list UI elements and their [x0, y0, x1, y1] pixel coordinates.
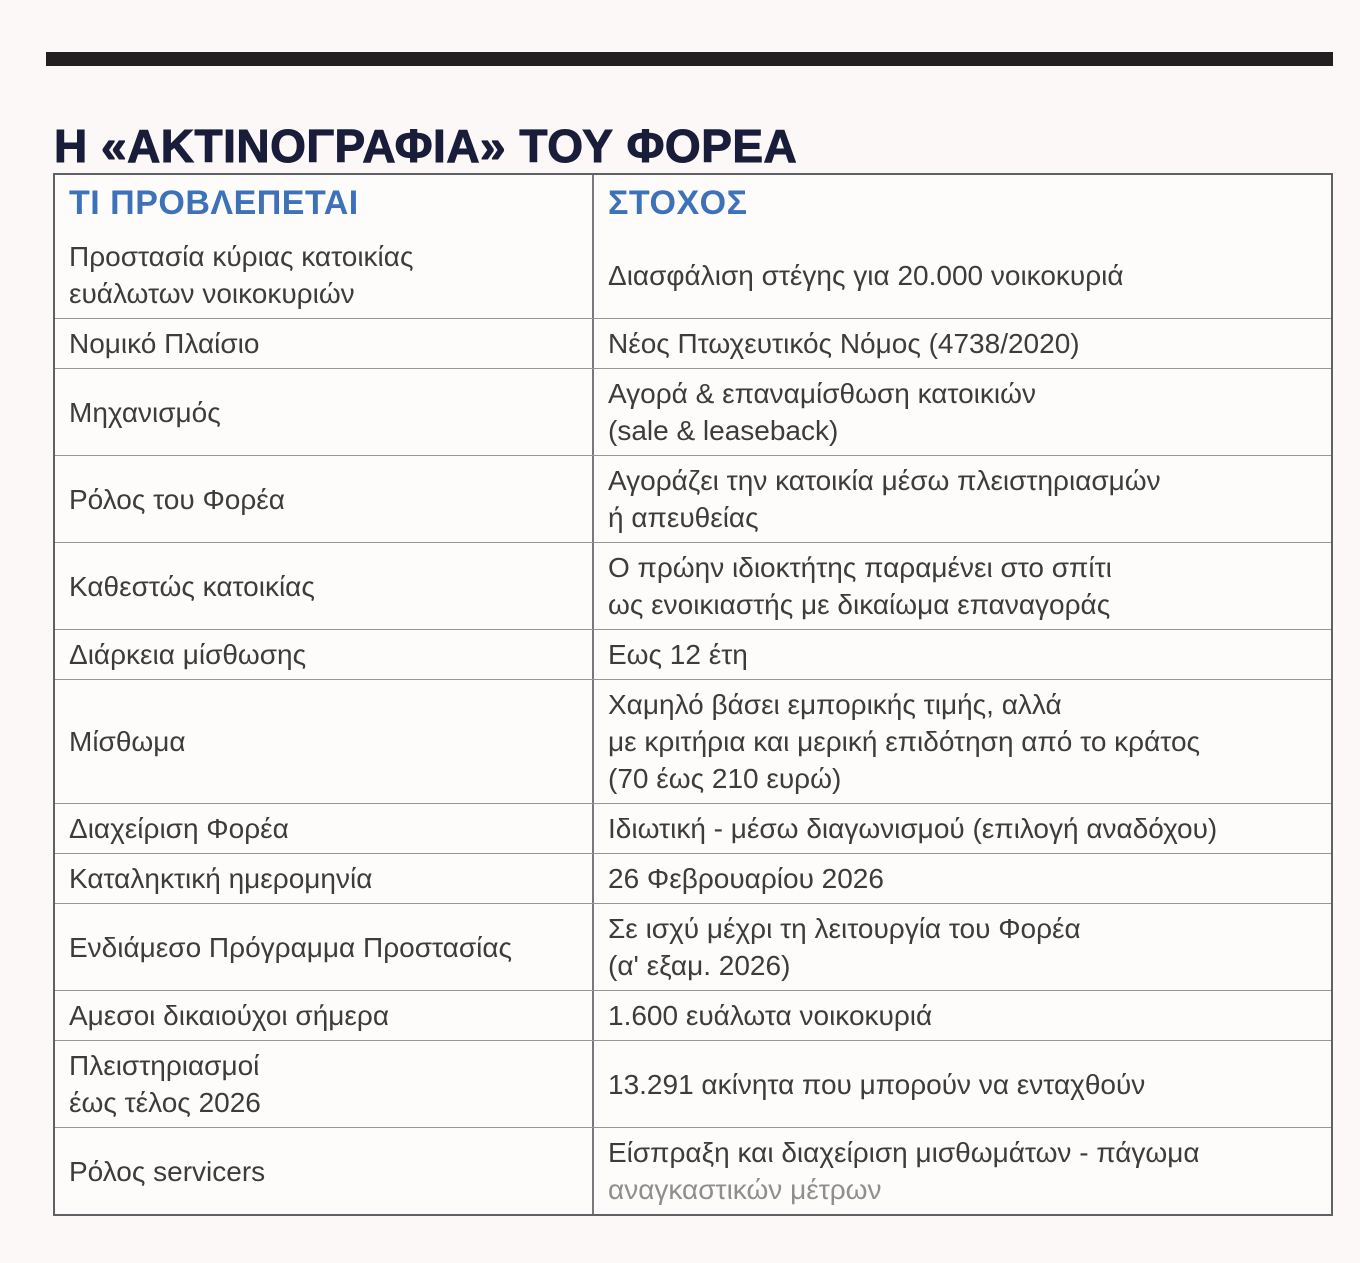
row-label-line: Προστασία κύριας κατοικίας: [69, 241, 414, 272]
row-label-cell: [55, 904, 594, 990]
table-row: [55, 1040, 1331, 1127]
row-value-cell: [594, 456, 1331, 542]
row-label-line: Ενδιάμεσο Πρόγραμμα Προστασίας: [69, 931, 513, 963]
table-header-row: [55, 175, 1331, 232]
row-label-cell: [55, 543, 594, 629]
row-value-cell: [594, 904, 1331, 990]
row-label-cell: [55, 369, 594, 455]
row-value-line: Εως 12 έτη: [608, 639, 748, 670]
row-value-cell: [594, 630, 1331, 679]
row-value-line: 26 Φεβρουαρίου 2026: [608, 863, 884, 894]
row-label-cell: [55, 1128, 594, 1214]
row-label-line: Μίσθωμα: [69, 726, 186, 757]
row-value-line: Είσπραξη και διαχείριση μισθωμάτων - πάγωμα: [608, 1137, 1200, 1168]
row-label-cell: [55, 630, 594, 679]
row-value-line: Σε ισχύ μέχρι τη λειτουργία του Φορέα: [608, 913, 1081, 944]
row-label-cell: [55, 232, 594, 318]
row-value-line: Διασφάλιση στέγης για 20.000 νοικοκυριά: [608, 259, 1124, 291]
table-row: [55, 455, 1331, 542]
table-row: [55, 629, 1331, 679]
row-value-line: Νέος Πτωχευτικός Νόμος (4738/2020): [608, 328, 1080, 359]
row-value-line: 13.291 ακίνητα που μπορούν να ενταχθούν: [608, 1068, 1146, 1100]
row-value-line: Αγορά & επαναμίσθωση κατοικιών: [608, 378, 1036, 409]
row-label-line: Μηχανισμός: [69, 396, 221, 428]
table-header-goal-label: ΣΤΟΧΟΣ: [608, 184, 748, 222]
row-value-cell: [594, 854, 1331, 903]
table-row: [55, 853, 1331, 903]
row-label-line: Διαχείριση Φορέα: [69, 813, 289, 844]
table-row: [55, 990, 1331, 1040]
table-header-what-label: ΤΙ ΠΡΟΒΛΕΠΕΤΑΙ: [69, 184, 359, 222]
row-label-line: έως τέλος 2026: [69, 1087, 261, 1118]
row-value-cell: [594, 369, 1331, 455]
row-label-line: Καταληκτική ημερομηνία: [69, 863, 373, 894]
row-label-cell: [55, 991, 594, 1040]
row-value-cell: [594, 1041, 1331, 1127]
table-row: [55, 903, 1331, 990]
row-value-cell: [594, 680, 1331, 803]
row-value-cell: [594, 232, 1331, 318]
table-row: [55, 679, 1331, 803]
row-value-line: με κριτήρια και μερική επιδότηση από το κράτος: [608, 726, 1201, 757]
row-value-line: ή απευθείας: [608, 502, 759, 533]
row-label-cell: [55, 319, 594, 368]
table-header-what: [55, 175, 594, 232]
row-value-line: Αγοράζει την κατοικία μέσω πλειστηριασμών: [608, 465, 1161, 496]
table-body: [55, 232, 1331, 1214]
row-value-cell: [594, 804, 1331, 853]
row-value-line: αναγκαστικών μέτρων: [608, 1174, 882, 1205]
row-label-line: Διάρκεια μίσθωσης: [69, 639, 307, 670]
row-label-cell: [55, 804, 594, 853]
row-label-cell: [55, 854, 594, 903]
top-rule-bar: [46, 52, 1333, 66]
row-value-line: Ιδιωτική - μέσω διαγωνισμού (επιλογή αναδόχου): [608, 813, 1218, 844]
row-value-line: (70 έως 210 ευρώ): [608, 763, 842, 794]
table-header-goal: [594, 175, 1331, 232]
row-value-line: ως ενοικιαστής με δικαίωμα επαναγοράς: [608, 589, 1111, 620]
row-label-line: Ρόλος του Φορέα: [69, 483, 285, 515]
row-value-line: 1.600 ευάλωτα νοικοκυριά: [608, 1000, 933, 1031]
row-label-line: Πλειστηριασμοί: [69, 1050, 260, 1081]
row-value-line: Χαμηλό βάσει εμπορικής τιμής, αλλά: [608, 689, 1062, 720]
row-value-cell: [594, 991, 1331, 1040]
table-row: [55, 803, 1331, 853]
fact-table: [53, 173, 1333, 1216]
row-value-line: (sale & leaseback): [608, 415, 839, 446]
row-label-line: Αμεσοι δικαιούχοι σήμερα: [69, 1000, 390, 1031]
table-row: [55, 368, 1331, 455]
row-value-cell: [594, 319, 1331, 368]
row-value-cell: [594, 543, 1331, 629]
row-label-cell: [55, 456, 594, 542]
row-label-cell: [55, 680, 594, 803]
row-label-line: Ρόλος servicers: [69, 1155, 266, 1187]
table-row: [55, 318, 1331, 368]
page-title: Η «ΑΚΤΙΝΟΓΡΑΦΙΑ» ΤΟΥ ΦΟΡΕΑ: [54, 119, 798, 172]
table-row: [55, 542, 1331, 629]
row-label-line: Νομικό Πλαίσιο: [69, 328, 260, 359]
row-label-cell: [55, 1041, 594, 1127]
row-label-line: Καθεστώς κατοικίας: [69, 570, 315, 602]
row-value-line: Ο πρώην ιδιοκτήτης παραμένει στο σπίτι: [608, 552, 1112, 583]
row-label-line: ευάλωτων νοικοκυριών: [69, 278, 355, 309]
row-value-cell: [594, 1128, 1331, 1214]
table-row: [55, 1127, 1331, 1214]
row-value-line: (α' εξαμ. 2026): [608, 950, 791, 981]
table-row: [55, 232, 1331, 318]
